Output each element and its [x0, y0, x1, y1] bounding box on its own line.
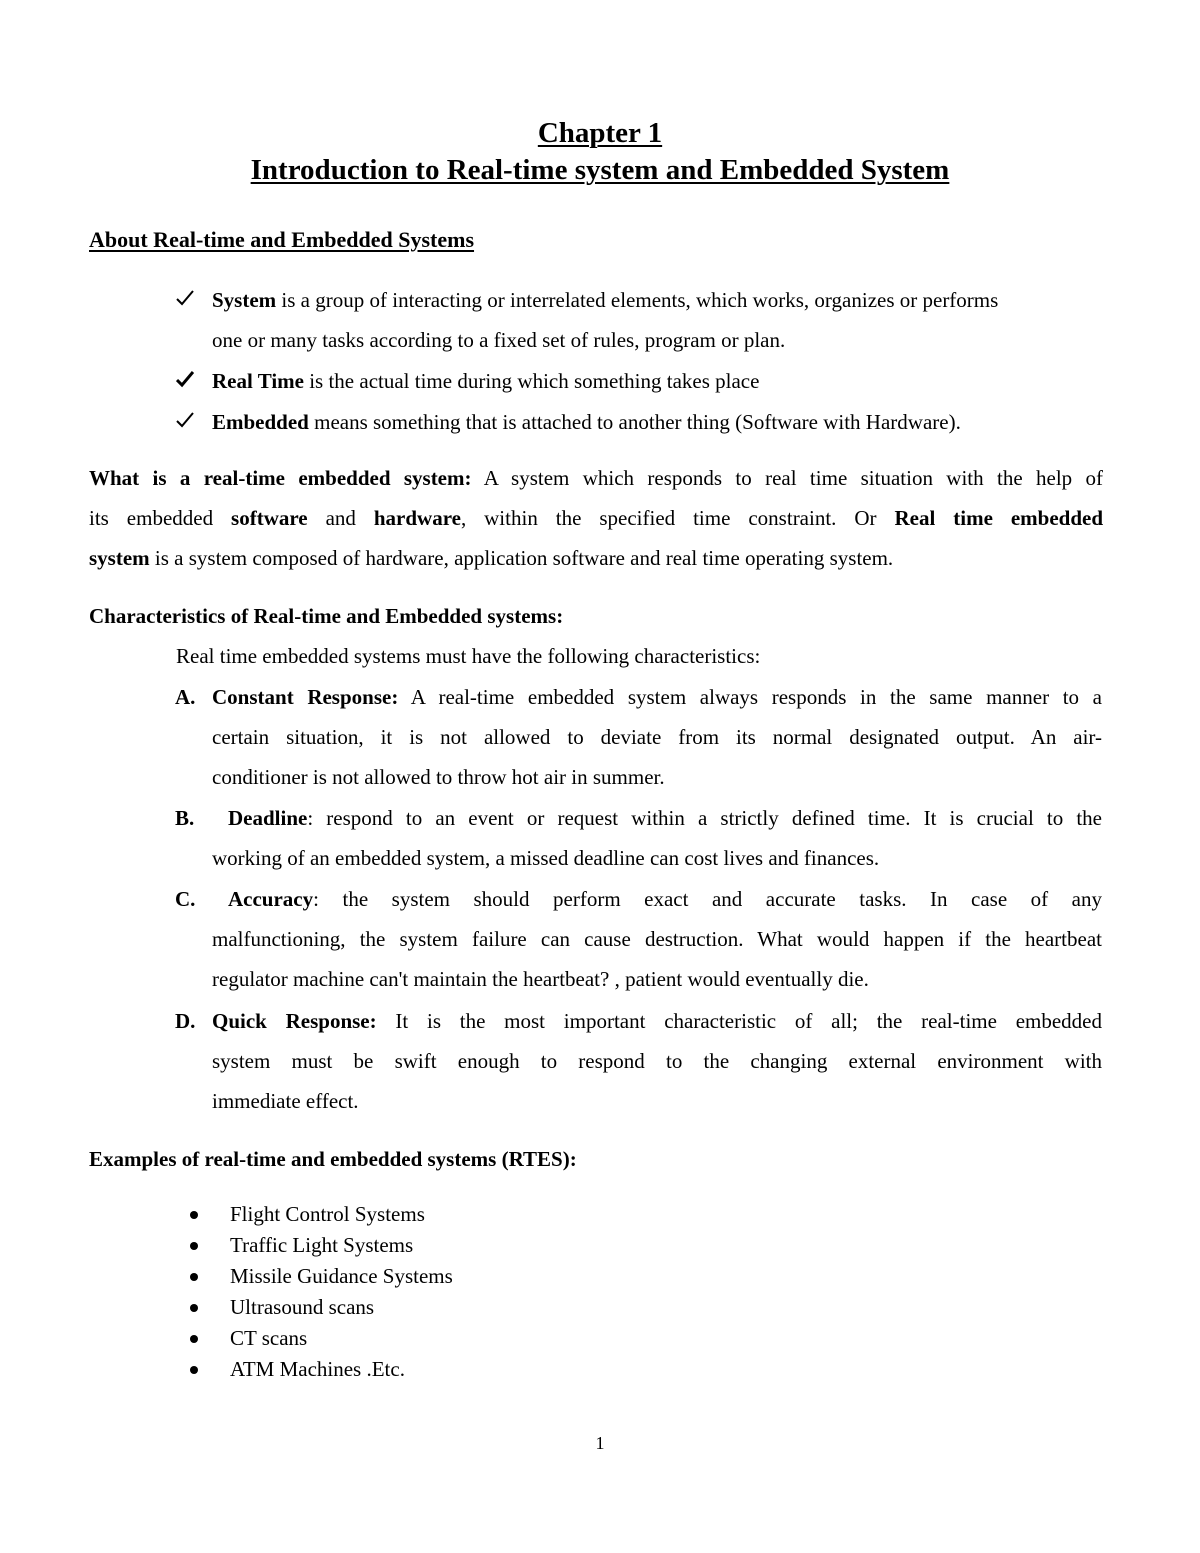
list-marker: B.: [175, 806, 195, 830]
characteristic-item: [212, 1001, 1102, 1121]
definition-text: means something that is attached to another thing (Software with Hardware).: [308, 410, 961, 434]
list-item-label: ATM Machines .Etc.: [230, 1357, 405, 1381]
chapter-title: Introduction to Real-time system and Embedded System: [250, 154, 950, 186]
definition-real-time: [212, 361, 1107, 401]
bold-term: hardware: [373, 506, 461, 530]
characteristic-text: : respond to an event or request within a strictly defined time. It is crucial to the: [307, 806, 1102, 830]
characteristics-heading: Characteristics of Real-time and Embedded systems:: [89, 604, 564, 628]
characteristic-text: conditioner is not allowed to throw hot air in summer.: [212, 765, 665, 789]
characteristics-intro: Real time embedded systems must have the following characteristics:: [176, 644, 761, 668]
examples-heading: Examples of real-time and embedded systems (RTES):: [89, 1147, 577, 1171]
characteristic-text: working of an embedded system, a missed deadline can cost lives and finances.: [212, 846, 880, 870]
list-item-label: CT scans: [230, 1326, 308, 1350]
list-item-label: Flight Control Systems: [230, 1202, 425, 1226]
bullet-icon: [190, 1242, 198, 1250]
what-is-paragraph: [89, 458, 1103, 578]
definition-term: Real Time: [212, 369, 304, 393]
bold-term: software: [231, 506, 308, 530]
characteristic-item: [212, 677, 1102, 797]
about-heading: About Real-time and Embedded Systems: [89, 227, 475, 252]
what-is-text: its embedded: [89, 506, 232, 530]
list-marker: D.: [175, 1009, 196, 1033]
characteristic-text: A real-time embedded system always responds in the same manner to a: [398, 685, 1102, 709]
characteristic-text: system must be swift enough to respond to the changing external environment with: [212, 1049, 1102, 1073]
characteristic-term: Deadline: [228, 806, 308, 830]
definition-system: [212, 280, 1107, 360]
bullet-icon: [190, 1304, 198, 1312]
characteristic-text: : the system should perform exact and accurate tasks. In case of any: [313, 887, 1102, 911]
bullet-icon: [190, 1211, 198, 1219]
checkmark-icon: [176, 370, 194, 388]
what-is-text: , within the specified time constraint. Or: [460, 506, 895, 530]
characteristic-text: regulator machine can't maintain the heartbeat? , patient would eventually die.: [212, 967, 869, 991]
list-item-label: Ultrasound scans: [230, 1295, 375, 1319]
bullet-icon: [190, 1366, 198, 1374]
bullet-icon: [190, 1335, 198, 1343]
definition-text: one or many tasks according to a fixed set of rules, program or plan.: [212, 328, 786, 352]
definition-term: System: [212, 288, 277, 312]
what-is-text: A system which responds to real time situation with the help of: [471, 466, 1103, 490]
list-marker: A.: [175, 685, 196, 709]
bold-term: system: [89, 546, 150, 570]
chapter-heading: Chapter 1: [537, 117, 663, 149]
definition-term: Embedded: [212, 410, 309, 434]
characteristic-text: It is the most important characteristic of all; the real-time embedded: [376, 1009, 1102, 1033]
list-marker: C.: [175, 887, 196, 911]
characteristic-text: malfunctioning, the system failure can cause destruction. What would happen if the heartbeat: [212, 927, 1102, 951]
list-item-label: Traffic Light Systems: [230, 1233, 414, 1257]
characteristic-text: certain situation, it is not allowed to deviate from its normal designated output. An air-: [212, 725, 1102, 749]
definition-text: is the actual time during which something takes place: [303, 369, 760, 393]
characteristic-term: Quick Response:: [212, 1009, 377, 1033]
bold-term: Real time embedded: [894, 506, 1104, 530]
definition-embedded: [212, 402, 1107, 442]
characteristic-item: [212, 879, 1102, 999]
bullet-icon: [190, 1273, 198, 1281]
what-is-text: and: [307, 506, 374, 530]
characteristic-text: immediate effect.: [212, 1089, 359, 1113]
checkmark-icon: [176, 411, 194, 429]
characteristic-term: Constant Response:: [212, 685, 399, 709]
page-number: 1: [595, 1433, 605, 1453]
definition-text: is a group of interacting or interrelated elements, which works, organizes or performs: [276, 288, 999, 312]
what-is-label: What is a real-time embedded system:: [89, 466, 472, 490]
list-item-label: Missile Guidance Systems: [230, 1264, 453, 1288]
characteristic-term: Accuracy: [228, 887, 314, 911]
checkmark-icon: [176, 289, 194, 307]
what-is-text: is a system composed of hardware, application software and real time operating system.: [149, 546, 894, 570]
characteristic-item: [212, 798, 1102, 878]
